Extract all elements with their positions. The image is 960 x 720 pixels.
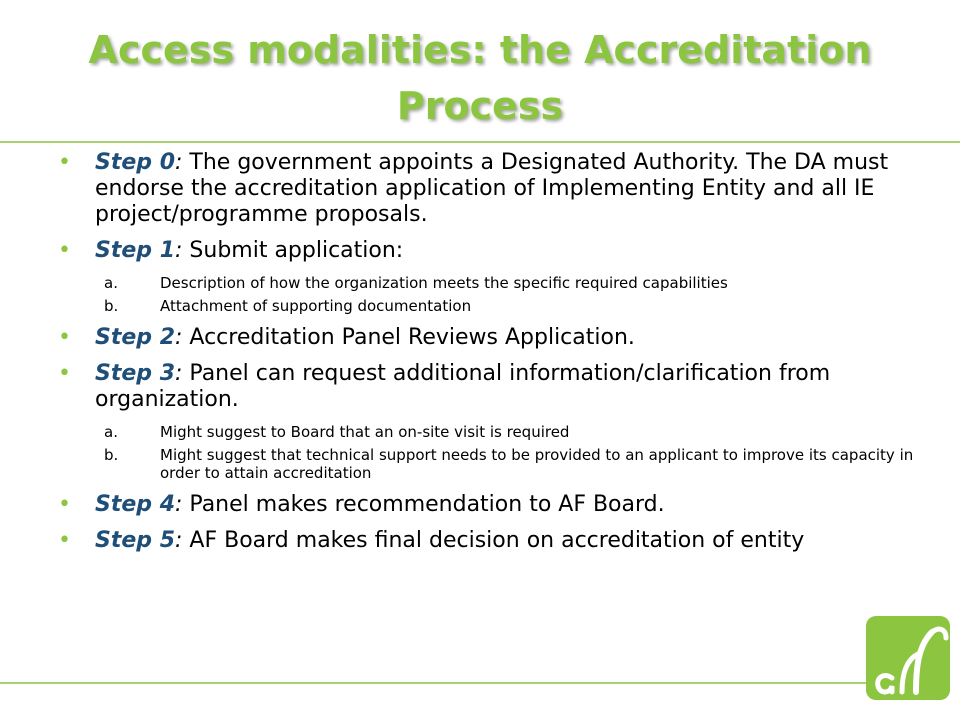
step-label: Step 2 bbox=[95, 325, 175, 350]
slide-title: Access modalities: the Accreditation Process bbox=[88, 28, 872, 128]
bullet-list bbox=[58, 150, 918, 564]
bullet-dot-icon: • bbox=[58, 492, 71, 517]
sub-item bbox=[58, 423, 918, 441]
sub-marker: a. bbox=[104, 274, 118, 292]
step-0-item bbox=[58, 150, 918, 228]
bullet-dot-icon: • bbox=[58, 325, 71, 350]
sub-marker: b. bbox=[104, 297, 119, 315]
step-label: Step 4 bbox=[95, 492, 175, 517]
sub-text: Might suggest that technical support needs to be provided to an applicant to improve its capacity in order to attain accreditation bbox=[160, 446, 914, 482]
step-1-item bbox=[58, 238, 918, 264]
step-3-item bbox=[58, 361, 918, 413]
sub-item bbox=[58, 274, 918, 292]
sub-text: Description of how the organization meets the specific required capabilities bbox=[160, 274, 728, 292]
step-4-item bbox=[58, 492, 918, 518]
step-text: Panel can request additional information/clarification from organization. bbox=[95, 361, 831, 412]
bullet-dot-icon: • bbox=[58, 150, 71, 175]
step-separator: : bbox=[175, 325, 183, 350]
step-separator: : bbox=[175, 238, 183, 263]
step-text: The government appoints a Designated Authority. The DA must endorse the accreditation application of Implementing Entity and all IE project/programme proposals. bbox=[95, 150, 889, 227]
sub-text: Attachment of supporting documentation bbox=[160, 297, 472, 315]
step-label: Step 5 bbox=[95, 528, 175, 553]
sub-item bbox=[58, 446, 918, 482]
bullet-dot-icon: • bbox=[58, 361, 71, 386]
step-text: AF Board makes final decision on accreditation of entity bbox=[182, 528, 805, 553]
step-label: Step 3 bbox=[95, 361, 175, 386]
step-5-item bbox=[58, 528, 918, 554]
step-2-item bbox=[58, 325, 918, 351]
adaptation-fund-logo-icon bbox=[866, 616, 950, 700]
step-text: Accreditation Panel Reviews Application. bbox=[182, 325, 635, 350]
step-separator: : bbox=[175, 528, 183, 553]
sub-marker: a. bbox=[104, 423, 118, 441]
bullet-dot-icon: • bbox=[58, 528, 71, 553]
sub-marker: b. bbox=[104, 446, 119, 464]
footer-divider bbox=[0, 682, 868, 684]
step-text: Submit application: bbox=[182, 238, 404, 263]
step-3-sublist bbox=[58, 423, 918, 482]
sub-text: Might suggest to Board that an on-site visit is required bbox=[160, 423, 570, 441]
bullet-dot-icon: • bbox=[58, 238, 71, 263]
step-separator: : bbox=[175, 492, 183, 517]
step-label: Step 1 bbox=[95, 238, 175, 263]
step-separator: : bbox=[175, 361, 183, 386]
step-label: Step 0 bbox=[95, 150, 175, 175]
title-divider bbox=[0, 141, 960, 143]
step-text: Panel makes recommendation to AF Board. bbox=[182, 492, 665, 517]
step-separator: : bbox=[175, 150, 183, 175]
sub-item bbox=[58, 297, 918, 315]
step-1-sublist bbox=[58, 274, 918, 315]
